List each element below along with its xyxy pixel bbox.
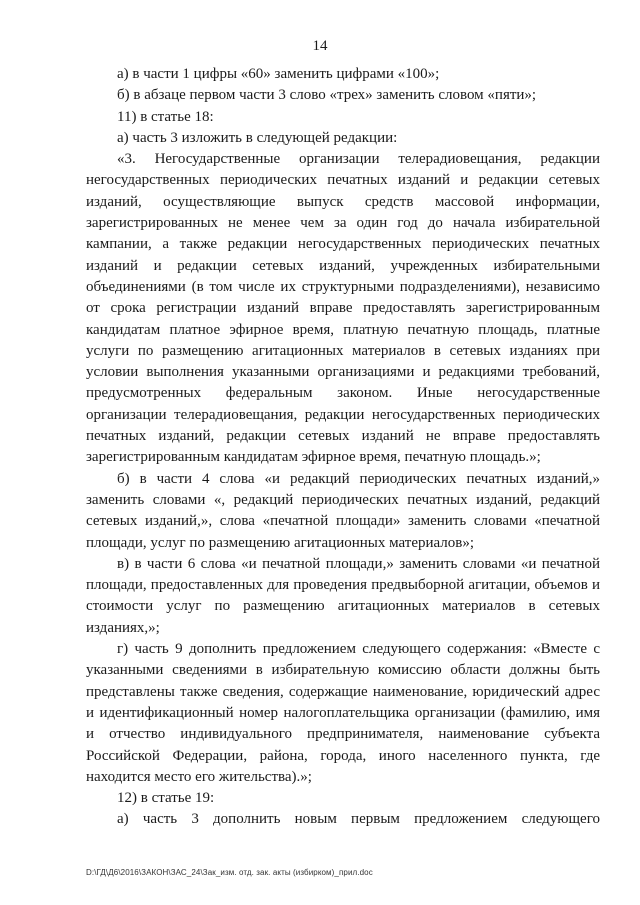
document-body (86, 64, 600, 831)
paragraph-4: а) часть 3 изложить в следующей редакции: (117, 129, 398, 146)
paragraph-9: 12) в статье 19: (117, 790, 215, 807)
paragraph-2: б) в абзаце первом части 3 слово «трех» заменить словом «пяти»; (117, 87, 537, 104)
paragraph-7: в) в части 6 слова «и печатной площади,» заменить словами «и печатной площади, предоставленных для проведения предвыборной агитации, объемов и стоимости услуг по размещению агитационных материалов в сетевых изданиях,»; (86, 555, 600, 636)
page-number: 14 (312, 38, 328, 54)
paragraph-3: 11) в статье 18: (117, 108, 214, 125)
footer-file-path: D:\ГД\Д6\2016\ЗАКОН\ЗАС_24\Зак_изм. отд. зак. акты (избирком)_прил.doc (86, 868, 373, 877)
paragraph-1: а) в части 1 цифры «60» заменить цифрами «100»; (117, 66, 440, 82)
paragraph-6: б) в части 4 слова «и редакций периодических печатных изданий,» заменить словами «, редакций периодических печатных изданий, редакций сетевых изданий,», слова «печатной площади» заменить словами «печатной площади, услуг по размещению агитационных материалов»; (86, 470, 600, 551)
paragraph-5: «3. Негосударственные организации телерадиовещания, редакции негосударственных периодических печатных изданий и редакции сетевых изданий, осуществляющие выпуск средств массовой информации, зарегистрированных не менее чем за один год до начала избирательной кампании, а также редакции негосударственных периодических печатных изданий и редакции сетевых изданий, учрежденных избирательными объединениями (в том числе их структурными подразделениями), независимо от срока регистрации изданий вправе предоставлять зарегистрированным кандидатам платное эфирное время, платную печатную площадь, платные услуги по размещению агитационных материалов в сетевых изданиях при условии выполнения указанными организациями и редакциями требований, предусмотренных федеральным законом. Иные негосударственные организации телерадиовещания, редакции негосударственных периодических печатных изданий, редакции сетевых изданий не вправе предоставлять зарегистрированным кандидатам эфирное время, печатную площадь.»; (86, 151, 600, 466)
paragraph-8: г) часть 9 дополнить предложением следующего содержания: «Вместе с указанными сведениями в избирательную комиссию области должны быть представлены также сведения, содержащие наименование, юридический адрес и идентификационный номер налогоплательщика организации (фамилию, имя и отчество индивидуального предпринимателя, наименование субъекта Российской Федерации, района, города, иного населенного пункта, где находится место его жительства).»; (86, 641, 600, 785)
paragraph-10: а) часть 3 дополнить новым первым предложением следующего (117, 811, 600, 828)
